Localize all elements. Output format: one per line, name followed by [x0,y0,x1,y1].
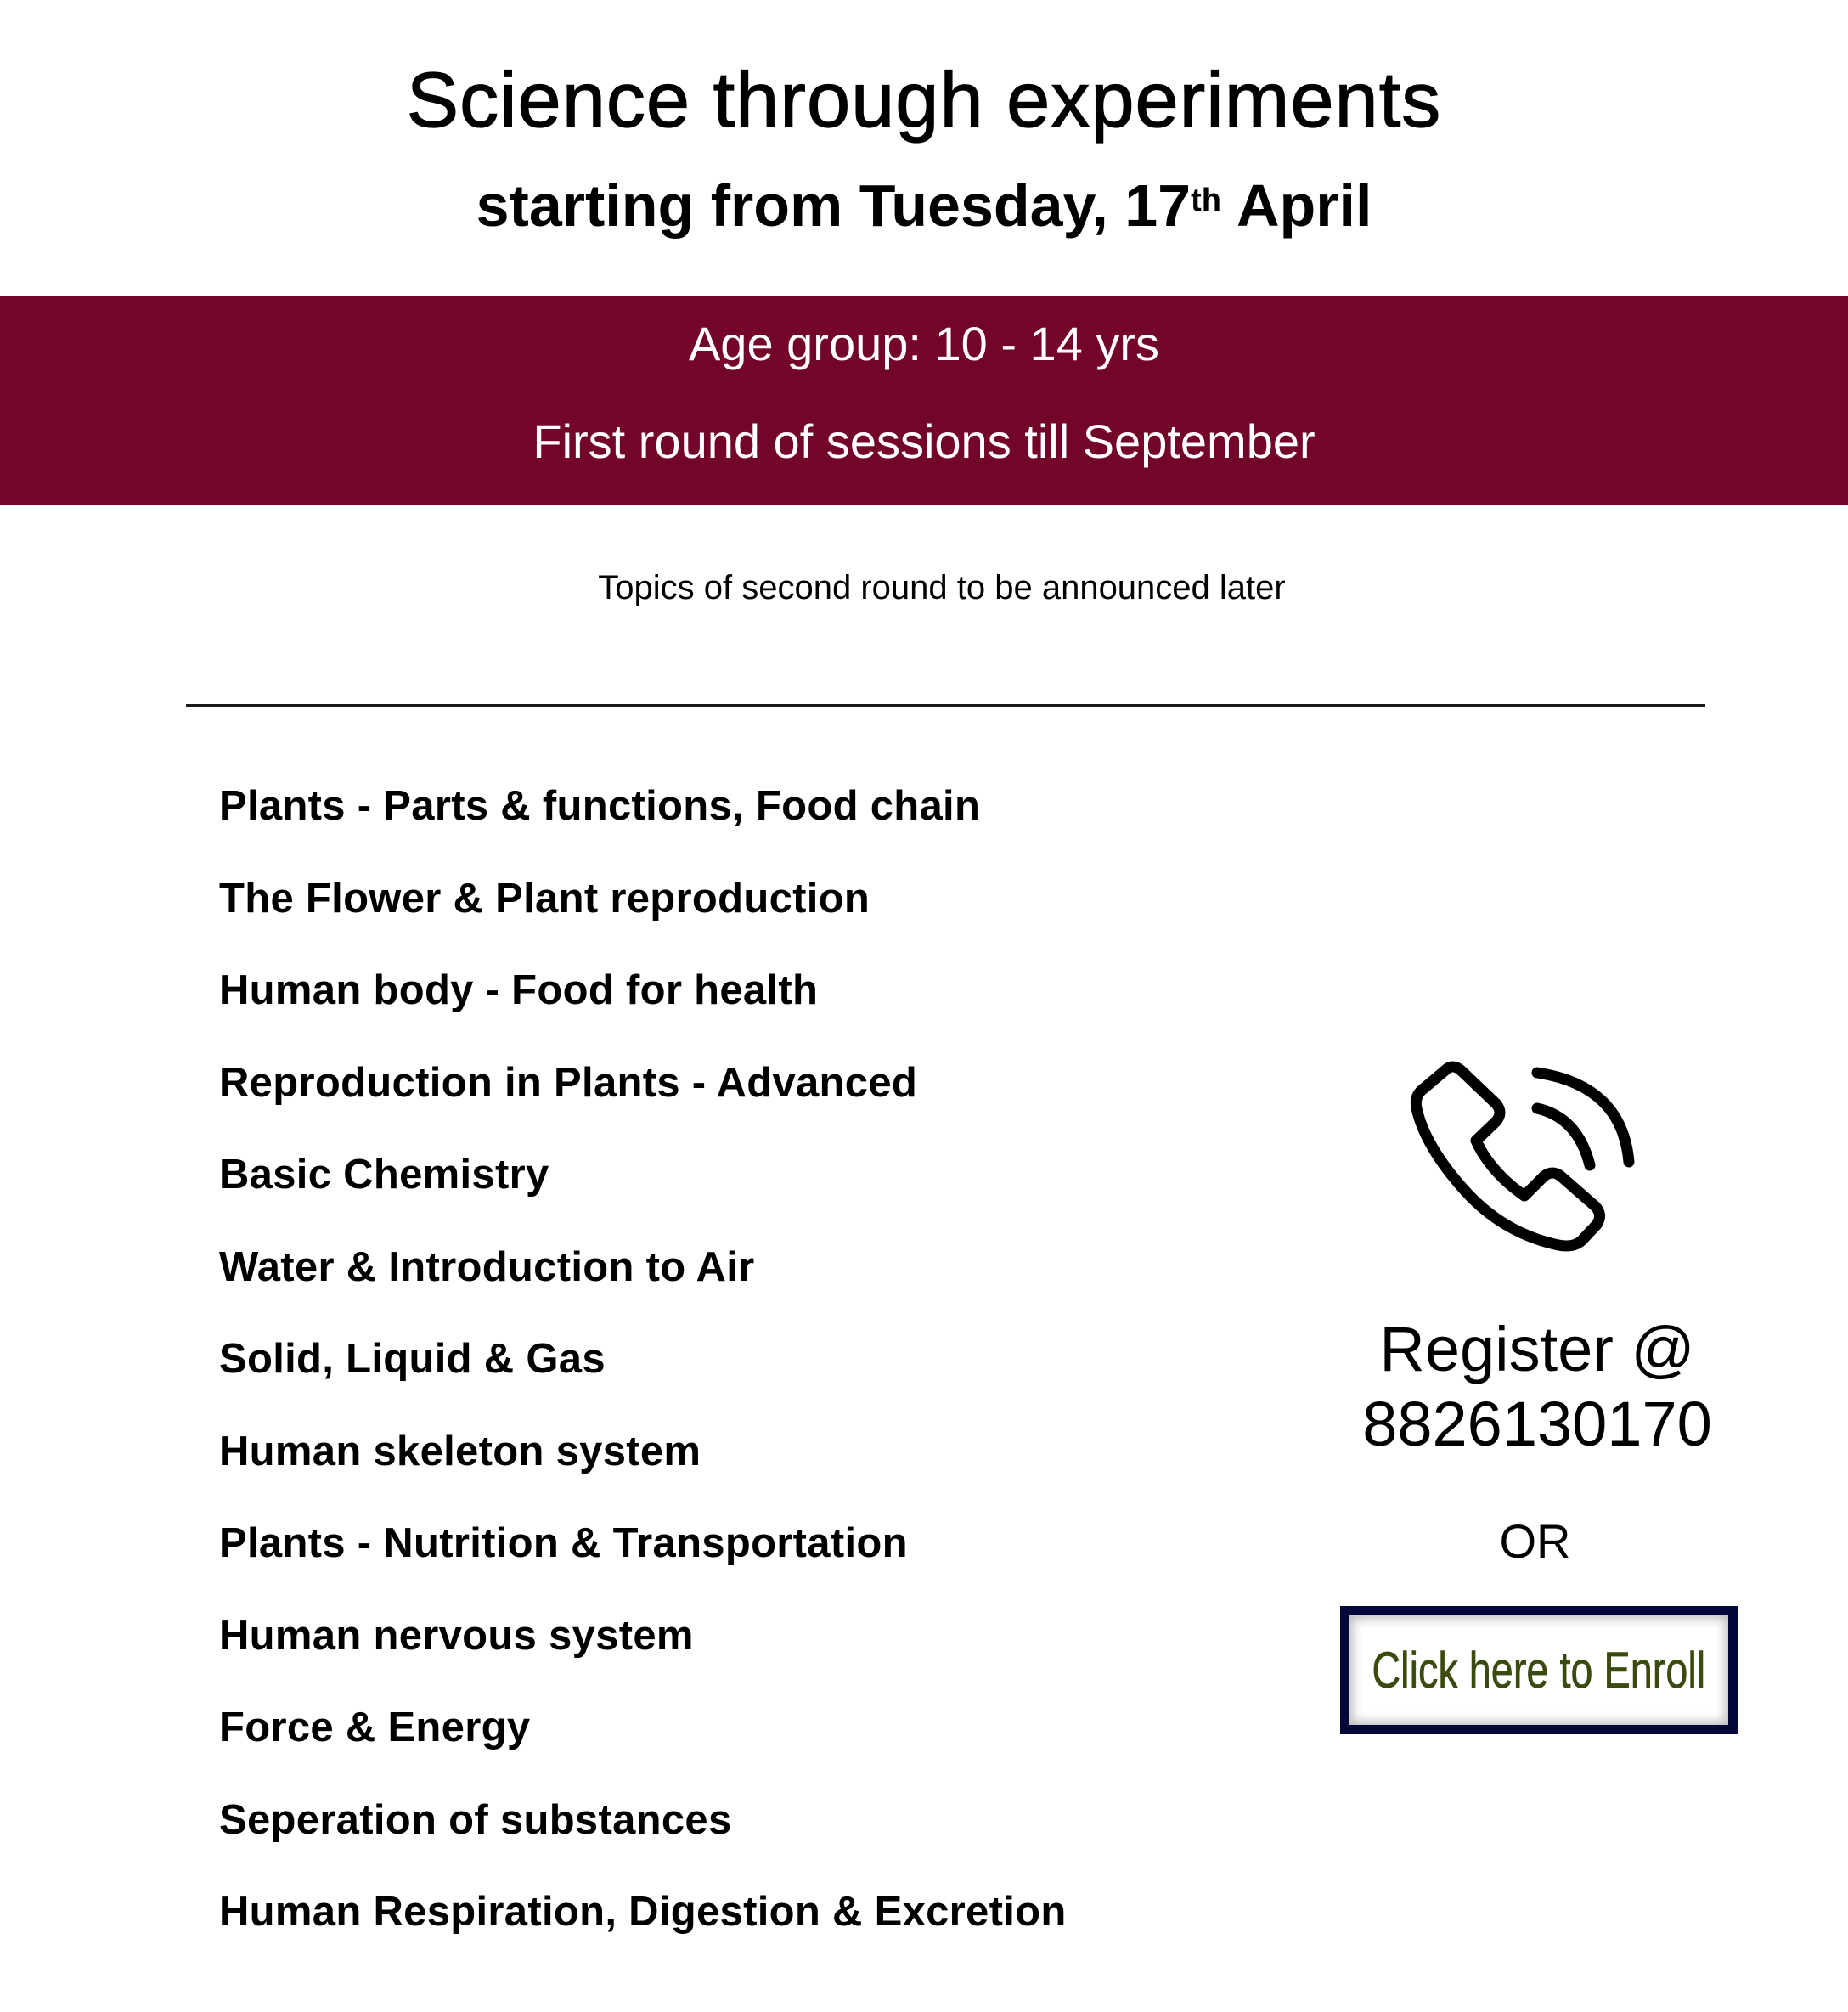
topic-item: Water & Introduction to Air [219,1243,755,1290]
enroll-button[interactable] [1340,1606,1738,1734]
enroll-button-label: Click here to Enroll [1372,1641,1706,1699]
topic-item: Force & Energy [219,1705,531,1750]
first-round-text: First round of sessions till September [532,414,1316,468]
start-date-subtitle [0,163,1848,248]
topic-item: Plants - Nutrition & Transportation [219,1520,908,1566]
or-separator: OR [1499,1514,1571,1568]
register-label: Register @ [1379,1314,1695,1384]
age-group-text: Age group: 10 - 14 yrs [688,317,1160,370]
topic-item: The Flower & Plant reproduction [219,875,870,921]
topic-item: Human skeleton system [219,1428,701,1474]
phone-ringing-icon [1401,1045,1639,1274]
topics-list [219,760,1067,1958]
topic-item: Plants - Parts & functions, Food chain [219,783,981,829]
phone-number[interactable]: 8826130170 [1362,1389,1712,1459]
start-date-month: April [1236,172,1372,239]
date-ordinal-suffix: th [1191,183,1221,218]
start-date-prefix: starting from Tuesday, 17 [476,172,1192,239]
topic-item: Human body - Food for health [219,967,819,1013]
topic-item: Solid, Liquid & Gas [219,1336,606,1382]
page-title: Science through experiments [406,57,1442,144]
topic-item: Human Respiration, Digestion & Excretion [219,1889,1067,1935]
topic-item: Seperation of substances [219,1796,732,1843]
second-round-note: Topics of second round to be announced later [598,569,1286,606]
divider [186,704,1705,707]
register-contact [1274,1312,1800,1462]
topic-item: Reproduction in Plants - Advanced [219,1059,918,1106]
topic-item: Basic Chemistry [219,1152,549,1198]
topic-item: Human nervous system [219,1612,694,1659]
